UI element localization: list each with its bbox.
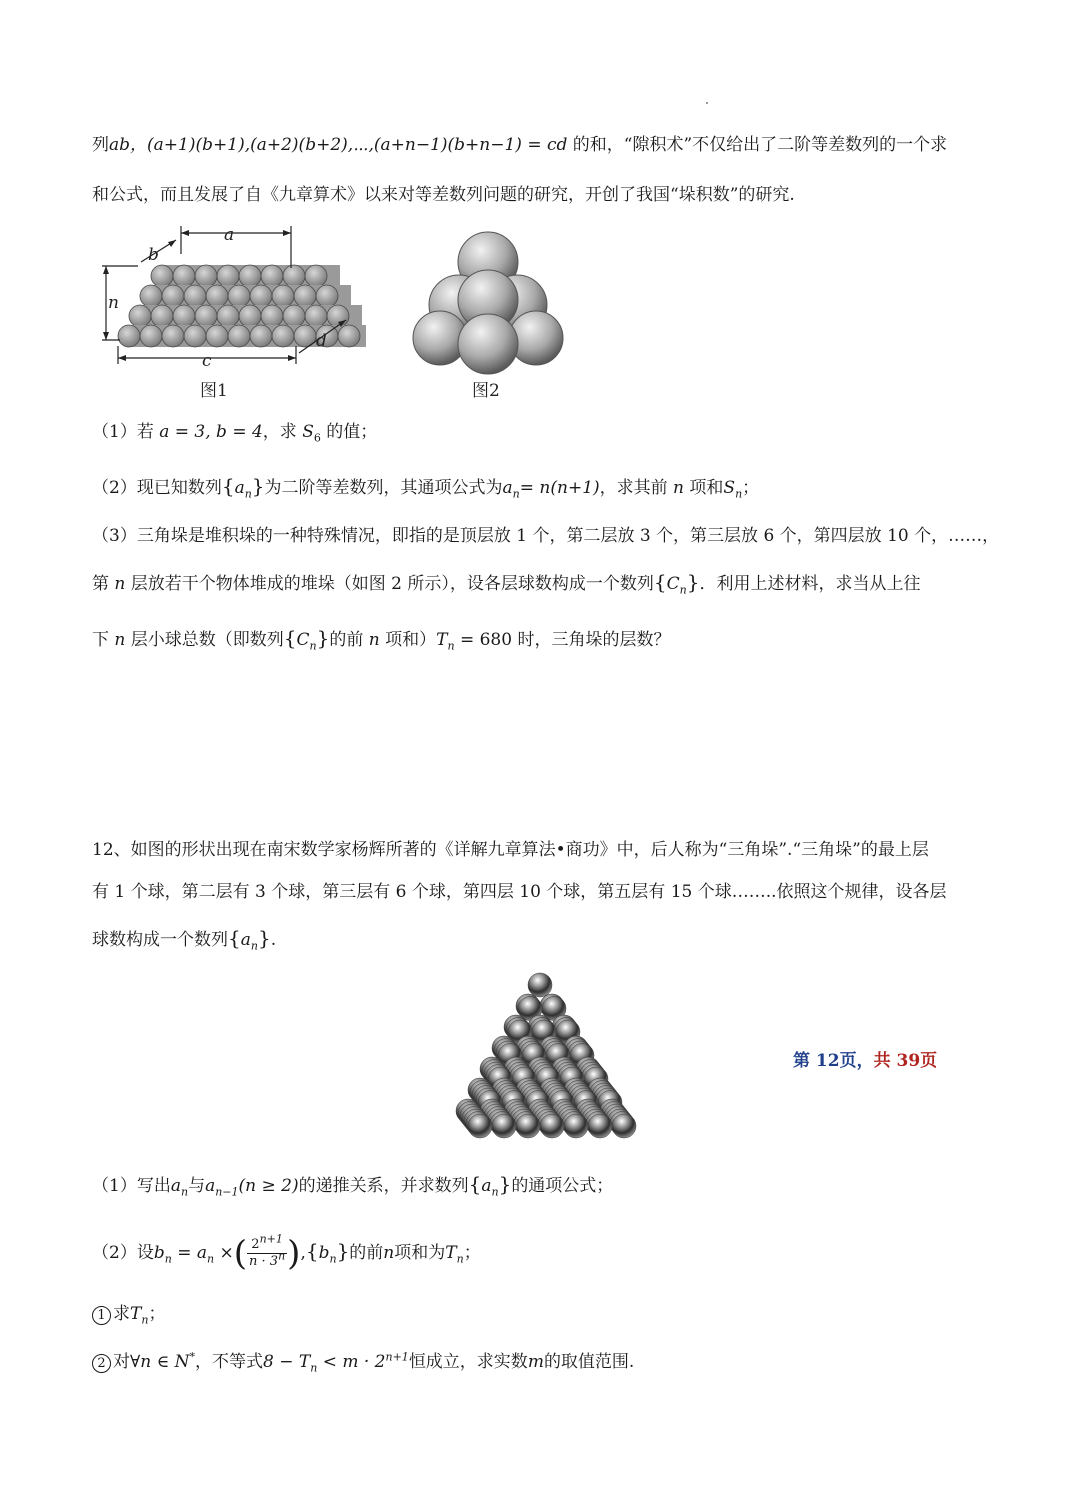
steel-ball bbox=[612, 1114, 636, 1138]
steel-ball bbox=[516, 1114, 540, 1138]
cylinder-end bbox=[217, 305, 239, 327]
figure-1 bbox=[96, 218, 366, 403]
cylinder-end bbox=[239, 305, 261, 327]
cylinder-end bbox=[129, 305, 151, 327]
q11-part3-line2: 第 n 层放若干个物体堆成的堆垛（如图 2 所示），设各层球数构成一个数列$\{C_n\}$．利用上述材料，求当从上往 bbox=[92, 570, 921, 597]
figure-2-caption: 图2 bbox=[472, 381, 500, 401]
cylinder-end bbox=[327, 305, 349, 327]
q12-line2: 有 1 个球，第二层有 3 个球，第三层有 6 个球，第四层 10 个球，第五层有 15 个球……..依照这个规律，设各层 bbox=[92, 882, 947, 902]
cylinder-end bbox=[338, 325, 360, 347]
steel-ball bbox=[564, 1114, 588, 1138]
dim-c-label: c bbox=[202, 351, 212, 371]
cylinder-end bbox=[228, 325, 250, 347]
cylinder-stack bbox=[118, 265, 366, 347]
q12-item1: 1 求$T_n$； bbox=[92, 1302, 992, 1326]
cylinder-end bbox=[261, 305, 283, 327]
steel-ball bbox=[528, 973, 552, 997]
cylinder-end bbox=[173, 265, 195, 287]
q11-part1: （1）若 a = 3, b = 4，求 $S_6$ 的值； bbox=[92, 422, 378, 445]
steel-ball bbox=[468, 1114, 492, 1138]
page-total: 共 39页 bbox=[873, 1051, 938, 1071]
page-footer bbox=[793, 1046, 937, 1071]
page-number: 第 12页， bbox=[793, 1051, 874, 1071]
dim-n-label: n bbox=[108, 293, 119, 313]
cylinder-end bbox=[206, 325, 228, 347]
cylinder-end bbox=[239, 265, 261, 287]
scan-dot bbox=[706, 102, 708, 104]
q11-part2: （2）现已知数列$\{a_n\}$为二阶等差数列，其通项公式为$a_n= n(n+1)$，求其前 n 项和$S_n$； bbox=[92, 474, 760, 501]
dim-d-label: d bbox=[316, 331, 327, 351]
dim-b-label: b bbox=[148, 245, 159, 265]
cylinder-end bbox=[272, 285, 294, 307]
cylinder-end bbox=[151, 305, 173, 327]
q11-part3-line3: 下 n 层小球总数（即数列$\{C_n\}$的前 n 项和）$T_n = 680$ 时，三角垛的层数？ bbox=[92, 626, 671, 653]
figure-3-ball-pyramid bbox=[415, 965, 665, 1155]
cylinder-end bbox=[250, 285, 272, 307]
para1-line2: 和公式，而且发展了自《九章算术》以来对等差数列问题的研究，开创了我国“垛积数”的研究. bbox=[92, 185, 795, 205]
cylinder-end bbox=[283, 265, 305, 287]
cylinder-end bbox=[272, 325, 294, 347]
steel-ball bbox=[588, 1114, 612, 1138]
cylinder-end bbox=[294, 285, 316, 307]
cylinder-end bbox=[140, 285, 162, 307]
cylinder-end bbox=[184, 285, 206, 307]
cylinder-end bbox=[283, 305, 305, 327]
cylinder-end bbox=[316, 285, 338, 307]
q12-line3: 球数构成一个数列$\{a_n\}$. bbox=[92, 926, 277, 953]
cylinder-end bbox=[184, 325, 206, 347]
cylinder-end bbox=[140, 325, 162, 347]
q12-sub1: （1）写出$a_n$与$a_{n-1}(n \ge 2)$的递推关系，并求数列$\{a_n\}$的通项公式； bbox=[92, 1172, 614, 1199]
steel-ball bbox=[540, 1114, 564, 1138]
figure-2 bbox=[408, 228, 568, 403]
cylinder-end bbox=[305, 305, 327, 327]
cylinder-end bbox=[195, 305, 217, 327]
q12-line1: 12、如图的形状出现在南宋数学家杨辉所著的《详解九章算法•商功》中，后人称为“三角垛”.“三角垛”的最上层 bbox=[92, 840, 929, 860]
figure-1-caption: 图1 bbox=[200, 381, 228, 401]
cylinder-end bbox=[195, 265, 217, 287]
cylinder-end bbox=[206, 285, 228, 307]
q12-item2: 2 对∀n ∈ N*，不等式$8 - T_n < m \cdot 2^{n+1}$恒成立，求实数m的取值范围. bbox=[92, 1350, 992, 1374]
dim-a-label: a bbox=[224, 225, 235, 245]
cylinder-end bbox=[261, 265, 283, 287]
cylinder-end bbox=[162, 325, 184, 347]
cylinder-end bbox=[217, 265, 239, 287]
cylinder-end bbox=[118, 325, 140, 347]
q12-sub2: （2）设$b_n = a_n$ ×( $\frac{2^{n+1}}{n \cdot 3^n}$ )$,\{b_n\}$的前n项和为$T_n$； bbox=[92, 1232, 481, 1274]
cylinder-end bbox=[250, 325, 272, 347]
steel-ball bbox=[492, 1114, 516, 1138]
cylinder-end bbox=[162, 285, 184, 307]
q11-part3-line1: （3）三角垛是堆积垛的一种特殊情况，即指的是顶层放 1 个，第二层放 3 个，第三层放 6 个，第四层放 10 个，……， bbox=[92, 526, 1000, 546]
cylinder-end bbox=[228, 285, 250, 307]
circled-number-1: 1 bbox=[92, 1306, 111, 1325]
cylinder-end bbox=[173, 305, 195, 327]
cylinder-end bbox=[151, 265, 173, 287]
cylinder-end bbox=[305, 265, 327, 287]
para1-line1: 列ab，(a+1)(b+1),(a+2)(b+2),⋯,(a+n−1)(b+n−1) = cd 的和，“隙积术”不仅给出了二阶等差数列的一个求 bbox=[92, 135, 948, 155]
circled-number-2: 2 bbox=[92, 1354, 111, 1373]
